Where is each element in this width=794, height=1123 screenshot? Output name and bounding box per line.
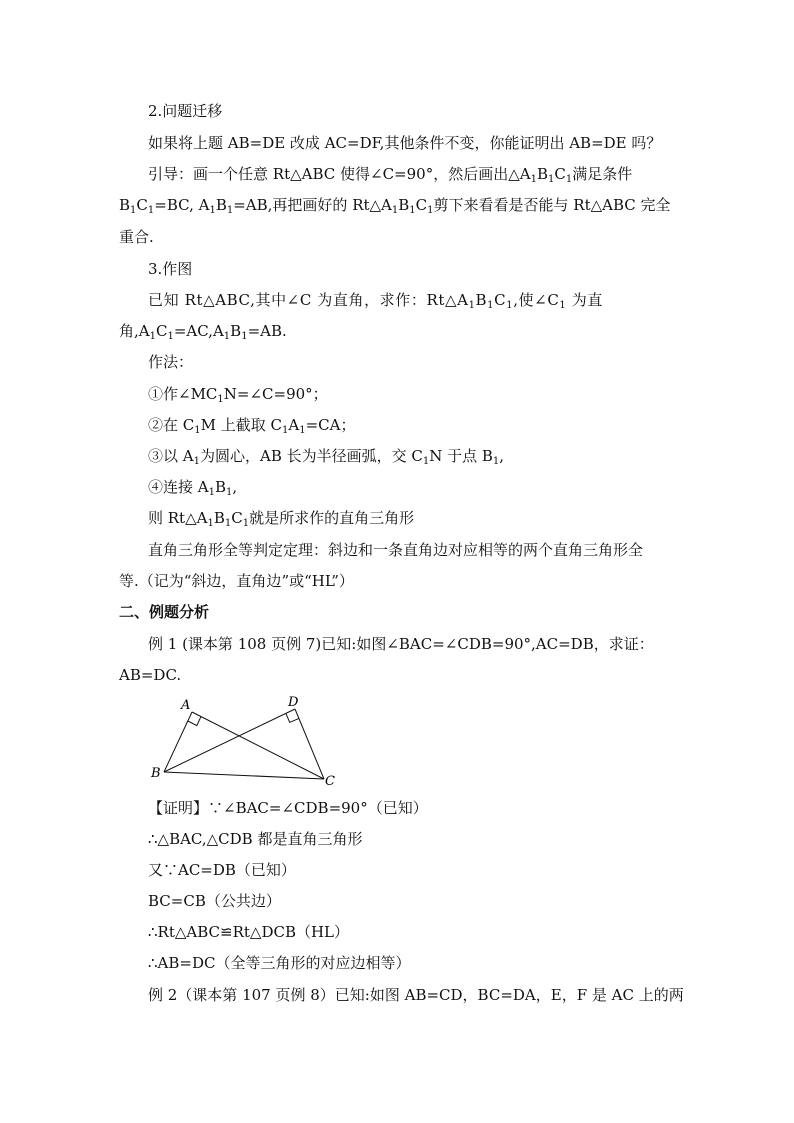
- label-d: D: [288, 695, 299, 710]
- section-2-heading: 2.问题迁移: [148, 102, 223, 120]
- segment-ab: [164, 712, 192, 772]
- given-line-2: 角$,A_1C_1=AC,A_1B_1=AB$.: [119, 322, 287, 342]
- method-title: 作法：: [148, 353, 194, 371]
- guide-line-2: $B_1C_1=BC$, $A_1B_1=AB$,再把画好的 $Rt\triangle A_1B_1C_1$剪下来看看是否能与 Rt△ABC 完全: [119, 196, 671, 216]
- proof-line-4: BC=CB（公共边）: [148, 892, 281, 910]
- method-step-3: ③以 $A_1$为圆心，AB 长为半径画弧，交 $C_1N$ 于点 $B_1$,: [148, 447, 505, 467]
- segment-db: [164, 709, 295, 772]
- label-b: B: [151, 766, 161, 781]
- method-step-1: ①作$\angle MC_1N=\angle C=90^\circ$；: [148, 385, 328, 405]
- transfer-question: 如果将上题 AB=DE 改成 AC=DF,其他条件不变，你能证明出 AB=DE 吗？: [148, 134, 662, 152]
- segment-bc: [164, 772, 324, 779]
- construction-conclusion: 则 $Rt\triangle A_1B_1C_1$就是所求作的直角三角形: [148, 509, 415, 529]
- section-examples-heading: 二、例题分析: [119, 603, 210, 621]
- given-line-1: 已知 Rt△ABC,其中∠C 为直角，求作：$Rt\triangle A_1B_1C_1$,使$\angle C_1$ 为直: [148, 291, 603, 311]
- proof-line-5: ∴Rt△ABC≌Rt△DCB（HL）: [148, 923, 350, 941]
- label-c: C: [325, 774, 335, 789]
- proof-line-6: ∴AB=DC（全等三角形的对应边相等）: [148, 954, 411, 972]
- section-3-heading: 3.作图: [148, 260, 193, 278]
- hl-theorem-line-1: 直角三角形全等判定定理：斜边和一条直角边对应相等的两个直角三角形全: [148, 541, 644, 559]
- proof-line-1: 【证明】∵∠BAC=∠CDB=90°（已知）: [148, 799, 428, 817]
- guide-line-3: 重合.: [119, 228, 154, 246]
- method-step-4: ④连接 $A_1B_1$,: [148, 478, 238, 498]
- example-2-line-1: 例 2（课本第 107 页例 8）已知:如图 AB=CD，BC=DA，E，F 是 AC 上的两: [148, 986, 684, 1004]
- label-a: A: [181, 698, 191, 713]
- segment-dc: [295, 709, 324, 779]
- guide-line-1: 引导：画一个任意 Rt△ABC 使得∠C=90°，然后画出$\triangle A_1B_1C_1$满足条件: [148, 165, 633, 185]
- example-1-figure: [140, 690, 350, 790]
- hl-theorem-line-2: 等.（记为“斜边，直角边”或“HL”）: [119, 572, 354, 590]
- method-step-2: ②在 $C_1M$ 上截取 $C_1A_1=CA$；: [148, 416, 356, 436]
- segment-ac: [192, 712, 324, 779]
- example-1-line-1: 例 1 (课本第 108 页例 7)已知:如图∠BAC=∠CDB=90°,AC=DB，求证：: [148, 635, 654, 653]
- example-1-line-2: AB=DC.: [119, 666, 182, 684]
- right-angle-mark-a: [188, 717, 201, 726]
- proof-line-2: ∴△BAC,△CDB 都是直角三角形: [148, 830, 363, 848]
- proof-line-3: 又∵AC=DB（已知）: [148, 861, 296, 879]
